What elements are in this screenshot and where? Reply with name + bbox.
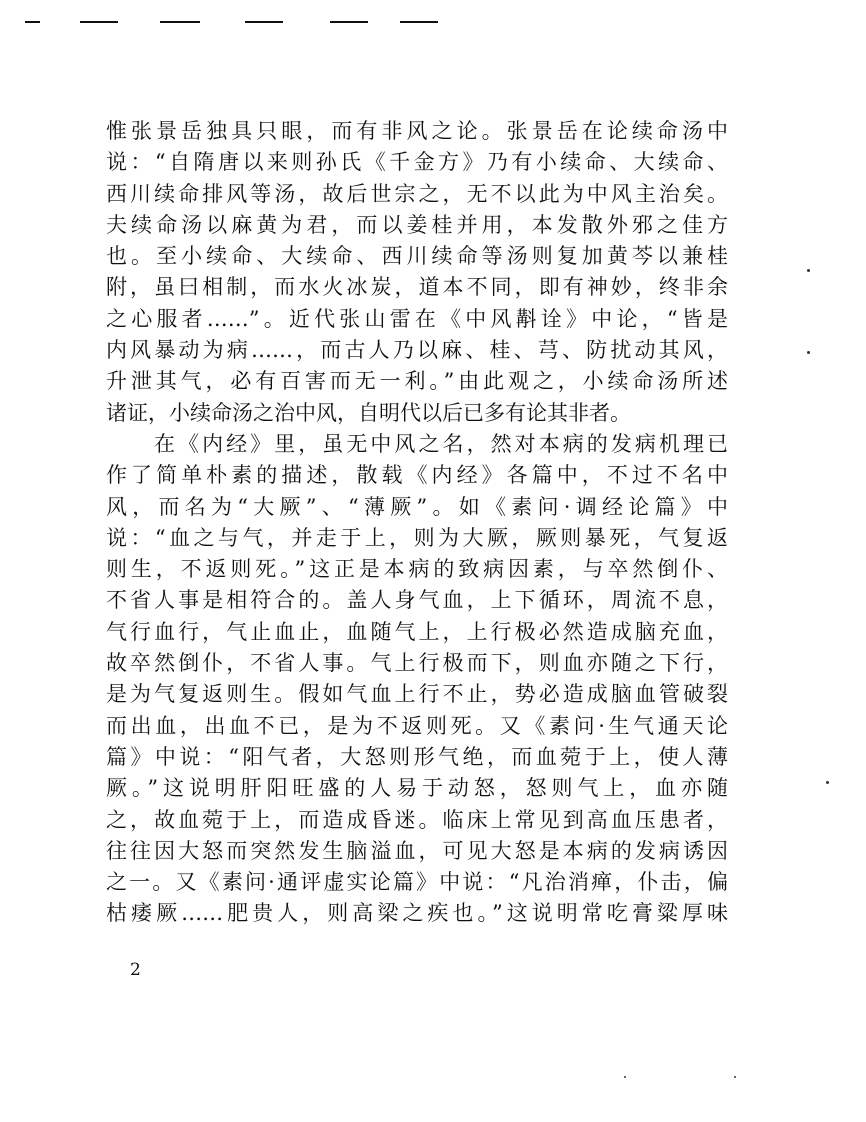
scan-speck — [807, 351, 810, 354]
scan-speck — [624, 1076, 626, 1078]
scan-speck — [807, 269, 810, 272]
text-line: 惟张景岳独具只眼，而有非风之论。张景岳在论续命汤中 — [106, 119, 728, 143]
text-line: 内风暴动为病……，而古人乃以麻、桂、芎、防扰动其风， — [106, 338, 728, 363]
text-line: 厥。”这说明肝阳旺盛的人易于动怒，怒则气上，血亦随 — [106, 776, 728, 801]
paragraph-start-line: 在《内经》里，虽无中风之名，然对本病的发病机理已 — [154, 431, 728, 456]
header-dash — [160, 21, 200, 23]
header-dash — [330, 21, 368, 23]
header-dash — [245, 21, 283, 23]
text-line: 是为气复返则生。假如气血上行不止，势必造成脑血管破裂 — [106, 682, 728, 707]
text-line: 作了简单朴素的描述，散载《内经》各篇中，不过不名中 — [106, 463, 728, 488]
text-line: 西川续命排风等汤，故后世宗之，无不以此为中风主治矣。 — [106, 181, 728, 206]
header-dash — [25, 21, 40, 23]
text-line: 之心服者……”。近代张山雷在《中风斠诠》中论，“皆是 — [106, 306, 728, 331]
text-line: 气行血行，气止血止，血随气上，上行极必然造成脑充血， — [106, 619, 728, 644]
scan-speck — [826, 781, 829, 784]
text-line: 枯痿厥……肥贵人，则高梁之疾也。”这说明常吃膏粱厚味 — [106, 901, 728, 926]
text-line: 不省人事是相符合的。盖人身气血，上下循环，周流不息， — [106, 588, 728, 613]
text-line: 诸证，小续命汤之治中风，自明代以后已多有论其非者。 — [106, 400, 631, 425]
text-line: 故卒然倒仆，不省人事。气上行极而下，则血亦随之下行， — [106, 651, 728, 676]
text-line: 之，故血菀于上，而造成昏迷。临床上常见到高血压患者， — [106, 807, 728, 832]
text-line: 升泄其气，必有百害而无一利。”由此观之，小续命汤所述 — [106, 369, 728, 394]
text-line: 风，而名为“大厥”、“薄厥”。如《素问·调经论篇》中 — [106, 494, 728, 519]
text-line: 夫续命汤以麻黄为君，而以姜桂并用，本发散外邪之佳方 — [106, 212, 728, 237]
header-dash — [80, 21, 118, 23]
text-line: 则生，不返则死。”这正是本病的致病因素，与卒然倒仆、 — [106, 557, 728, 582]
text-line: 附，虽曰相制，而水火冰炭，道本不同，即有神妙，终非余 — [106, 275, 728, 300]
text-line: 说：“自隋唐以来则孙氏《千金方》乃有小续命、大续命、 — [106, 150, 728, 175]
scan-speck — [734, 1076, 736, 1078]
text-line: 往往因大怒而突然发生脑溢血，可见大怒是本病的发病诱因 — [106, 838, 728, 863]
header-dash — [400, 21, 438, 23]
text-line: 篇》中说：“阳气者，大怒则形气绝，而血菀于上，使人薄 — [106, 744, 728, 769]
text-line: 说：“血之与气，并走于上，则为大厥，厥则暴死，气复返 — [106, 525, 728, 550]
text-line: 也。至小续命、大续命、西川续命等汤则复加黄芩以兼桂 — [106, 244, 728, 269]
body-text — [106, 116, 728, 930]
text-line: 之一。又《素问·通评虚实论篇》中说：“凡治消瘅，仆击，偏 — [106, 870, 728, 895]
page-number: 2 — [130, 960, 141, 980]
text-line: 而出血，出血不已，是为不返则死。又《素问·生气通天论 — [106, 713, 728, 738]
